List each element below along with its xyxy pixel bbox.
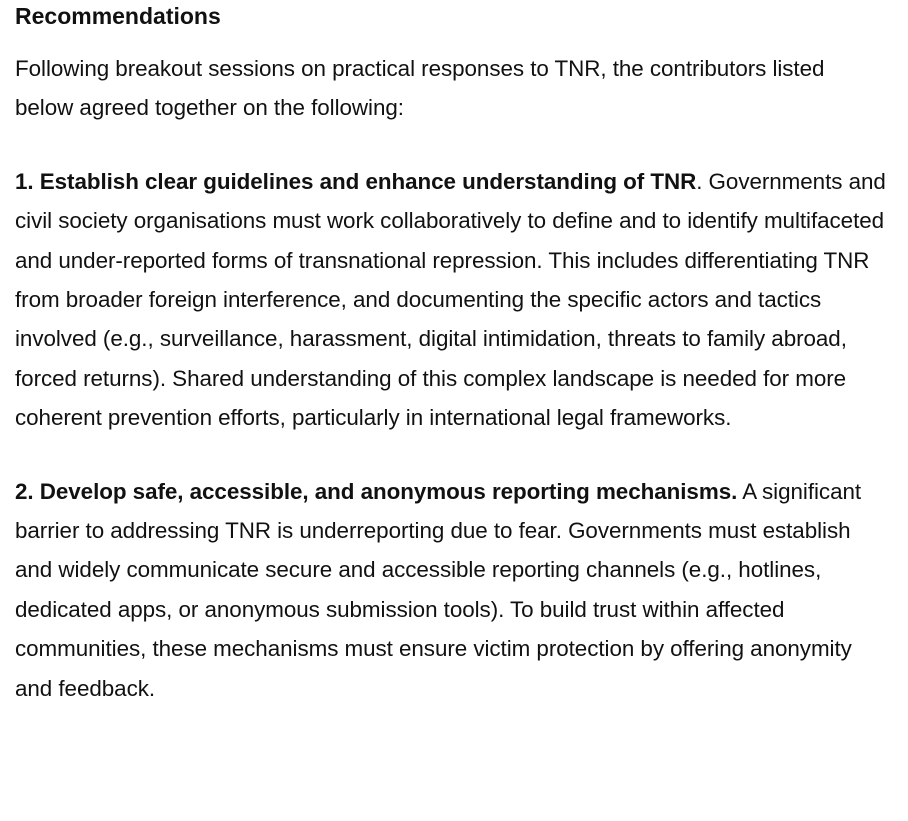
recommendation-2-title: 2. Develop safe, accessible, and anonymous reporting mechanisms.	[15, 478, 738, 504]
intro-paragraph: Following breakout sessions on practical responses to TNR, the contributors listed below agreed together on the following:	[15, 56, 825, 121]
recommendation-2-body: A significant barrier to addressing TNR is underreporting due to fear. Governments must establish and widely communicate secure and accessible reporting channels (e.g., hotlines, dedicated apps, or anonymous submission tools). To build trust within affected communities, these mechanisms must ensure victim protection by offering anonymity and feedback.	[15, 478, 862, 701]
recommendation-1-title-suffix: .	[696, 168, 703, 194]
recommendation-1	[15, 162, 888, 438]
recommendation-1-body: Governments and civil society organisations must work collaboratively to define and to identify multifaceted and under-reported forms of transnational repression. This includes differentiating TNR from broader foreign interference, and documenting the specific actors and tactics involved (e.g., surveillance, harassment, digital intimidation, threats to family abroad, forced returns). Shared understanding of this complex landscape is needed for more coherent prevention efforts, particularly in international legal frameworks.	[15, 168, 886, 431]
section-heading: Recommendations	[15, 3, 221, 29]
recommendation-2	[15, 472, 888, 708]
recommendation-1-title: 1. Establish clear guidelines and enhance understanding of TNR	[15, 168, 697, 194]
